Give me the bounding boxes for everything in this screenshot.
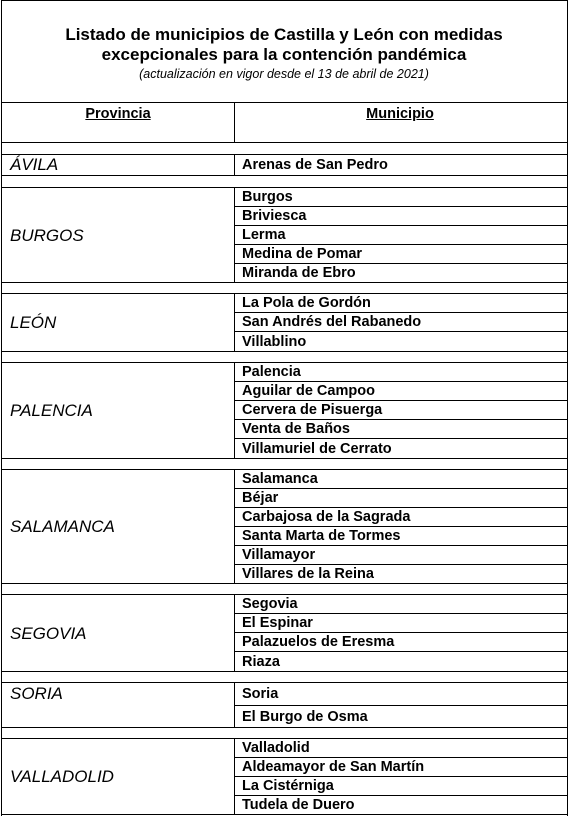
municipio-cell: Aguilar de Campoo (242, 383, 375, 399)
municipio-cell: Arenas de San Pedro (242, 157, 388, 173)
municipio-row-rule (234, 705, 568, 706)
municipio-row-rule (234, 381, 568, 382)
column-divider (234, 362, 235, 458)
municipio-cell: Venta de Baños (242, 421, 350, 437)
municipio-cell: Carbajosa de la Sagrada (242, 509, 411, 525)
municipio-row-rule (234, 776, 568, 777)
municipio-cell: Aldeamayor de San Martín (242, 759, 425, 775)
municipio-row-rule (234, 419, 568, 420)
municipio-cell: Tudela de Duero (242, 797, 355, 813)
group-top-rule (1, 738, 568, 739)
municipio-cell: El Espinar (242, 615, 313, 631)
municipio-cell: Lerma (242, 227, 286, 243)
title-line-2: excepcionales para la contención pandémica (101, 45, 467, 64)
provincia-label: VALLADOLID (10, 767, 114, 786)
municipio-cell: Béjar (242, 490, 279, 506)
provincia-label: SORIA (10, 684, 63, 703)
group-bottom-rule (1, 351, 568, 352)
municipio-row-rule (234, 331, 568, 332)
municipio-row-rule (234, 438, 568, 439)
table-bottom-rule (1, 814, 568, 815)
municipio-row-rule (234, 488, 568, 489)
municipio-row-rule (234, 613, 568, 614)
provincia-label: ÁVILA (10, 155, 59, 174)
municipio-cell: La Pola de Gordón (242, 295, 371, 311)
municipio-cell: Soria (242, 686, 279, 702)
title-line-1: Listado de municipios de Castilla y León con medidas (65, 25, 503, 44)
column-divider (234, 293, 235, 351)
group-bottom-rule (1, 671, 568, 672)
municipio-cell: Villares de la Reina (242, 566, 374, 582)
municipio-cell: Cervera de Pisuerga (242, 402, 383, 418)
municipio-cell: La Cistérniga (242, 778, 334, 794)
municipio-cell: Villamayor (242, 547, 316, 563)
municipio-cell: Segovia (242, 596, 298, 612)
municipio-row-rule (234, 263, 568, 264)
municipio-cell: Salamanca (242, 471, 318, 487)
group-bottom-rule (1, 282, 568, 283)
page-top-border (1, 0, 568, 1)
subtitle: (actualización en vigor desde el 13 de abril de 2021) (139, 67, 429, 81)
municipio-cell: Palencia (242, 364, 301, 380)
group-top-rule (1, 187, 568, 188)
header-top-rule (1, 102, 568, 103)
municipio-cell: El Burgo de Osma (242, 709, 368, 725)
group-top-rule (1, 362, 568, 363)
table-left-border (1, 0, 2, 816)
group-bottom-rule (1, 458, 568, 459)
municipio-cell: Villamuriel de Cerrato (242, 441, 392, 457)
municipio-row-rule (234, 244, 568, 245)
column-divider (234, 154, 235, 175)
municipio-row-rule (234, 400, 568, 401)
municipio-cell: Valladolid (242, 740, 310, 756)
municipio-cell: Burgos (242, 189, 293, 205)
municipio-cell: Medina de Pomar (242, 246, 363, 262)
group-top-rule (1, 154, 568, 155)
municipio-cell: Villablino (242, 334, 307, 350)
header-column-divider (234, 102, 235, 143)
group-top-rule (1, 293, 568, 294)
municipio-row-rule (234, 206, 568, 207)
provincia-label: SALAMANCA (10, 517, 115, 536)
provincia-label: BURGOS (10, 226, 84, 245)
header-bottom-rule (1, 142, 568, 143)
group-bottom-rule (1, 583, 568, 584)
municipio-row-rule (234, 225, 568, 226)
municipio-row-rule (234, 757, 568, 758)
group-top-rule (1, 594, 568, 595)
column-header-municipio: Municipio (366, 106, 434, 122)
municipio-row-rule (234, 632, 568, 633)
municipio-cell: San Andrés del Rabanedo (242, 314, 422, 330)
group-top-rule (1, 682, 568, 683)
municipio-cell: Palazuelos de Eresma (242, 634, 395, 650)
provincia-label: SEGOVIA (10, 624, 87, 643)
municipio-cell: Miranda de Ebro (242, 265, 356, 281)
municipio-row-rule (234, 312, 568, 313)
municipio-row-rule (234, 651, 568, 652)
group-bottom-rule (1, 175, 568, 176)
municipio-row-rule (234, 545, 568, 546)
municipio-cell: Riaza (242, 654, 280, 670)
municipio-cell: Santa Marta de Tormes (242, 528, 401, 544)
municipio-row-rule (234, 795, 568, 796)
municipio-row-rule (234, 564, 568, 565)
provincia-label: PALENCIA (10, 401, 93, 420)
column-header-provincia: Provincia (85, 106, 151, 122)
column-divider (234, 187, 235, 282)
provincia-label: LEÓN (10, 313, 57, 332)
municipio-row-rule (234, 507, 568, 508)
municipio-row-rule (234, 526, 568, 527)
group-bottom-rule (1, 727, 568, 728)
group-top-rule (1, 469, 568, 470)
municipio-cell: Briviesca (242, 208, 307, 224)
